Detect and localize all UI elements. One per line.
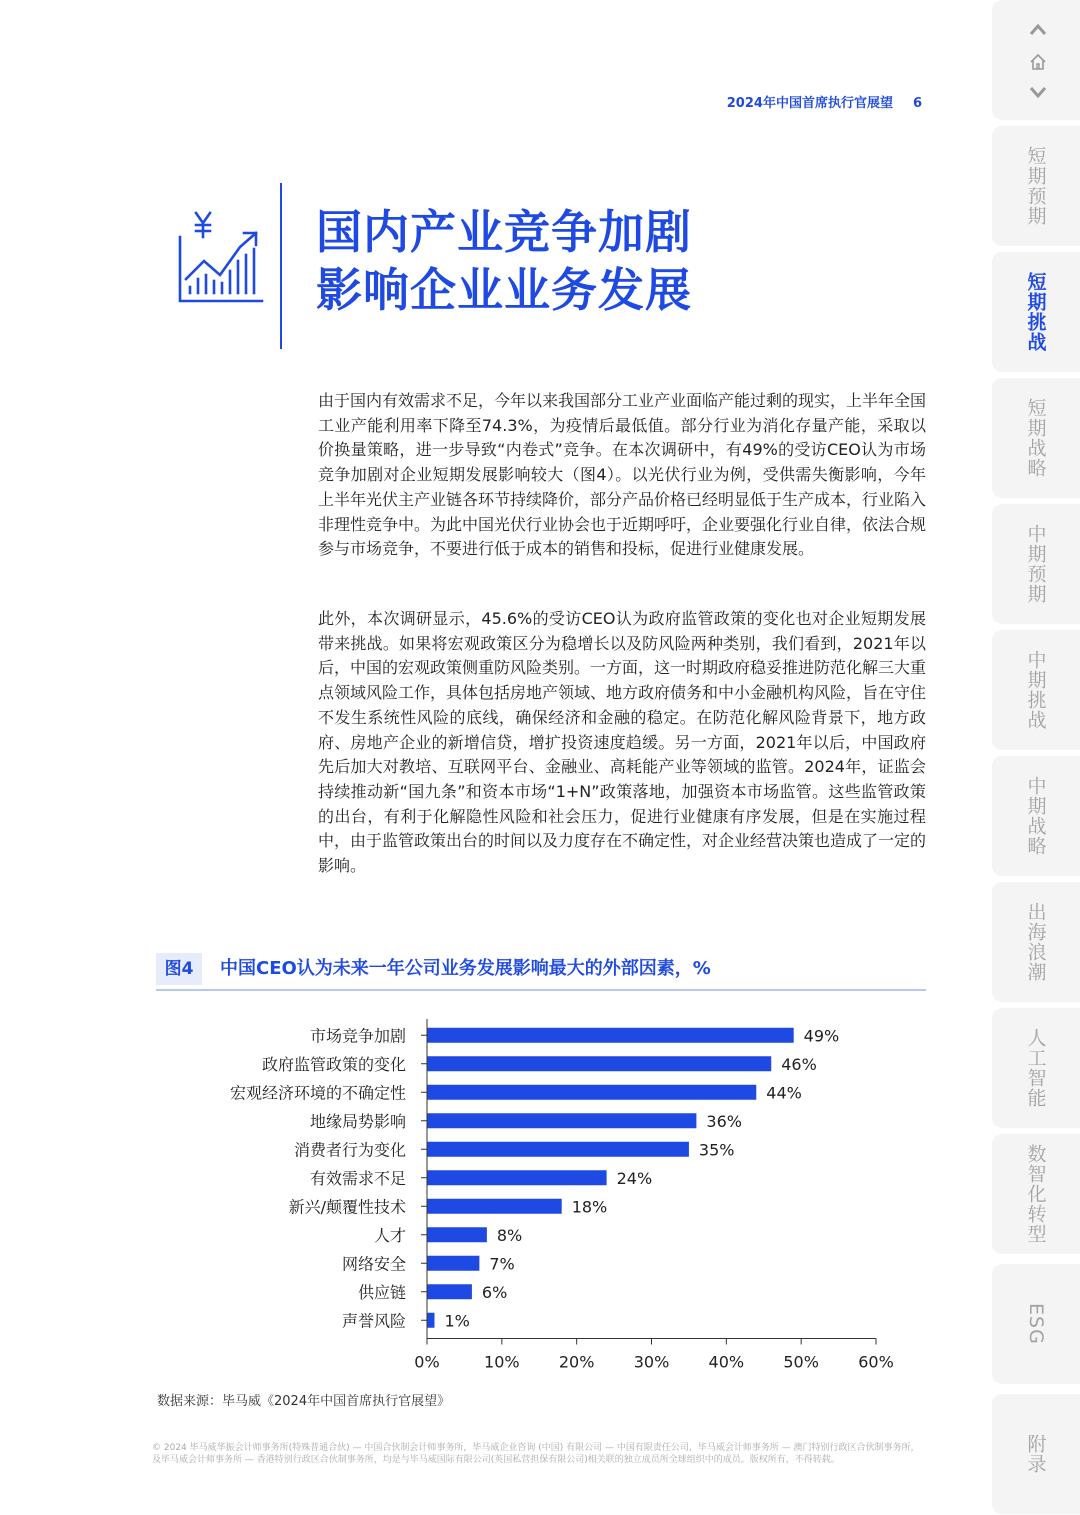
- bar: [427, 1028, 794, 1043]
- tab-label: 短期战略: [1024, 398, 1047, 478]
- bar: [427, 1199, 562, 1214]
- data-label: 18%: [571, 1197, 608, 1217]
- tab-10[interactable]: [992, 1264, 1080, 1384]
- figure-header: [156, 945, 926, 991]
- copyright-footer: © 2024 毕马威华振会计师事务所(特殊普通合伙) — 中国合伙制会计师事务所，毕马威企业咨询 (中国) 有限公司 — 中国有限责任公司，毕马威会计师事务所 — 澳门特别行政区合伙制事务所，及毕马威会计师事务所 — 香港特别行政区合伙制事务所，均是与毕马威国际有限公司(英国私营担保有限公司)相关联的独立成员所全球组织中的成员。版权所有，不得转载。: [152, 1443, 920, 1465]
- tab-label: 短期预期: [1024, 146, 1047, 226]
- category-label: 市场竞争加剧: [309, 1026, 406, 1046]
- bar: [427, 1256, 479, 1271]
- x-tick-label: 50%: [783, 1352, 819, 1372]
- chevron-down-icon[interactable]: [1028, 82, 1048, 102]
- data-label: 46%: [781, 1054, 817, 1074]
- home-icon[interactable]: [1028, 52, 1048, 72]
- page-number: 6: [912, 96, 922, 111]
- page-title: [316, 203, 692, 319]
- chevron-up-icon[interactable]: [1028, 20, 1048, 40]
- tab-label: 中期战略: [1024, 776, 1047, 856]
- tab-9[interactable]: [992, 1134, 1080, 1254]
- tab-7[interactable]: [992, 882, 1080, 1002]
- tab-label: 短期挑战: [1024, 272, 1047, 352]
- page-title-line2: 影响企业业务发展: [316, 263, 692, 317]
- tab-label: 数智化转型: [1024, 1144, 1047, 1244]
- category-label: 政府监管政策的变化: [261, 1054, 406, 1074]
- tab-label: 中期挑战: [1024, 650, 1047, 730]
- page-title-line1: 国内产业竞争加剧: [316, 205, 692, 259]
- data-label: 24%: [616, 1168, 653, 1188]
- category-label: 声誉风险: [341, 1311, 406, 1331]
- tab-4[interactable]: [992, 504, 1080, 624]
- category-label: 新兴/颠覆性技术: [288, 1197, 406, 1217]
- bar: [427, 1056, 771, 1071]
- tab-6[interactable]: [992, 756, 1080, 876]
- tab-3[interactable]: [992, 378, 1080, 498]
- category-label: 供应链: [357, 1282, 406, 1302]
- category-label: 网络安全: [341, 1254, 406, 1274]
- data-source: 数据来源：毕马威《2024年中国首席执行官展望》: [157, 1394, 451, 1409]
- tab-label: 附录: [1024, 1434, 1047, 1474]
- page-header: [727, 92, 922, 111]
- category-label: 地缘局势影响: [309, 1111, 406, 1131]
- category-label: 消费者行为变化: [293, 1140, 406, 1160]
- x-tick-label: 10%: [484, 1352, 520, 1372]
- data-label: 1%: [444, 1311, 470, 1331]
- data-label: 44%: [766, 1083, 802, 1103]
- bar: [427, 1313, 434, 1328]
- data-label: 36%: [706, 1111, 742, 1131]
- tab-label: 中期预期: [1024, 524, 1047, 604]
- x-tick-label: 60%: [858, 1352, 894, 1372]
- tab-5[interactable]: [992, 630, 1080, 750]
- category-label: 有效需求不足: [309, 1168, 406, 1188]
- category-label: 人才: [373, 1225, 406, 1245]
- bar: [427, 1142, 689, 1157]
- x-tick-label: 40%: [708, 1352, 745, 1372]
- x-tick-label: 30%: [633, 1352, 670, 1372]
- tab-label: 人工智能: [1024, 1028, 1047, 1108]
- tab-1[interactable]: [992, 126, 1080, 246]
- data-label: 6%: [481, 1282, 508, 1302]
- figure-title: 中国CEO认为未来一年公司业务发展影响最大的外部因素，%: [220, 958, 711, 979]
- x-tick-label: 0%: [414, 1352, 440, 1372]
- tab-2[interactable]: [992, 252, 1080, 372]
- tab-label: 出海浪潮: [1024, 902, 1047, 982]
- tab-8[interactable]: [992, 1008, 1080, 1128]
- paragraph-2: 此外，本次调研显示，45.6%的受访CEO认为政府监管政策的变化也对企业短期发展带来挑战。如果将宏观政策区分为稳增长以及防风险两种类别，我们看到，2021年以后，中国的宏观政策侧重防风险类别。一方面，这一时期政府稳妥推进防范化解三大重点领域风险工作，具体包括房地产领域、地方政府债务和中小金融机构风险，旨在守住不发生系统性风险的底线，确保经济和金融的稳定。在防范化解风险背景下，地方政府、房地产企业的新增信贷，增扩投资速度趋缓。另一方面，2021年以后，中国政府先后加大对教培、互联网平台、金融业、高耗能产业等领域的监管。2024年，证监会持续推动新“国九条”和资本市场“1+N”政策落地，加强资本市场监管。这些监管政策的出台，有利于化解隐性风险和社会压力，促进行业健康有序发展，但是在实施过程中，由于监管政策出台的时间以及力度存在不确定性，对企业经营决策也造成了一定的影响。: [318, 609, 927, 876]
- data-label: 8%: [496, 1225, 523, 1245]
- title-divider: [280, 183, 282, 349]
- data-label: 35%: [698, 1140, 735, 1160]
- bar: [427, 1113, 696, 1128]
- bar: [427, 1227, 487, 1242]
- nav-controls: [992, 0, 1080, 120]
- bar: [427, 1085, 756, 1100]
- bar-chart: [156, 1005, 916, 1375]
- tab-11[interactable]: [992, 1394, 1080, 1514]
- bar: [427, 1170, 607, 1185]
- paragraph-1: 由于国内有效需求不足，今年以来我国部分工业产业面临产能过剩的现实，上半年全国工业产能利用率下降至74.3%，为疫情后最低值。部分行业为消化存量产能，采取以价换量策略，进一步导致“内卷式”竞争。在本次调研中，有49%的受访CEO认为市场竞争加剧对企业短期发展影响较大（图4）。以光伏行业为例，受供需失衡影响，今年上半年光伏主产业链各环节持续降价，部分产品价格已经明显低于生产成本，行业陷入非理性竞争中。为此中国光伏行业协会也于近期呼吁，企业要强化行业自律，依法合规参与市场竞争，不要进行低于成本的销售和投标，促进行业健康发展。: [318, 391, 927, 559]
- bar: [427, 1284, 472, 1299]
- header-title: 2024年中国首席执行官展望: [726, 96, 893, 111]
- x-tick-label: 20%: [558, 1352, 595, 1372]
- data-label: 7%: [489, 1254, 515, 1274]
- section-sidebar: [992, 0, 1080, 1515]
- tab-label: ESG: [1025, 1303, 1047, 1345]
- data-label: 49%: [803, 1026, 840, 1046]
- figure-tag: 图4: [156, 953, 202, 985]
- yen-growth-chart-icon: [176, 207, 266, 307]
- section-title-block: [176, 183, 736, 349]
- category-label: 宏观经济环境的不确定性: [229, 1083, 406, 1103]
